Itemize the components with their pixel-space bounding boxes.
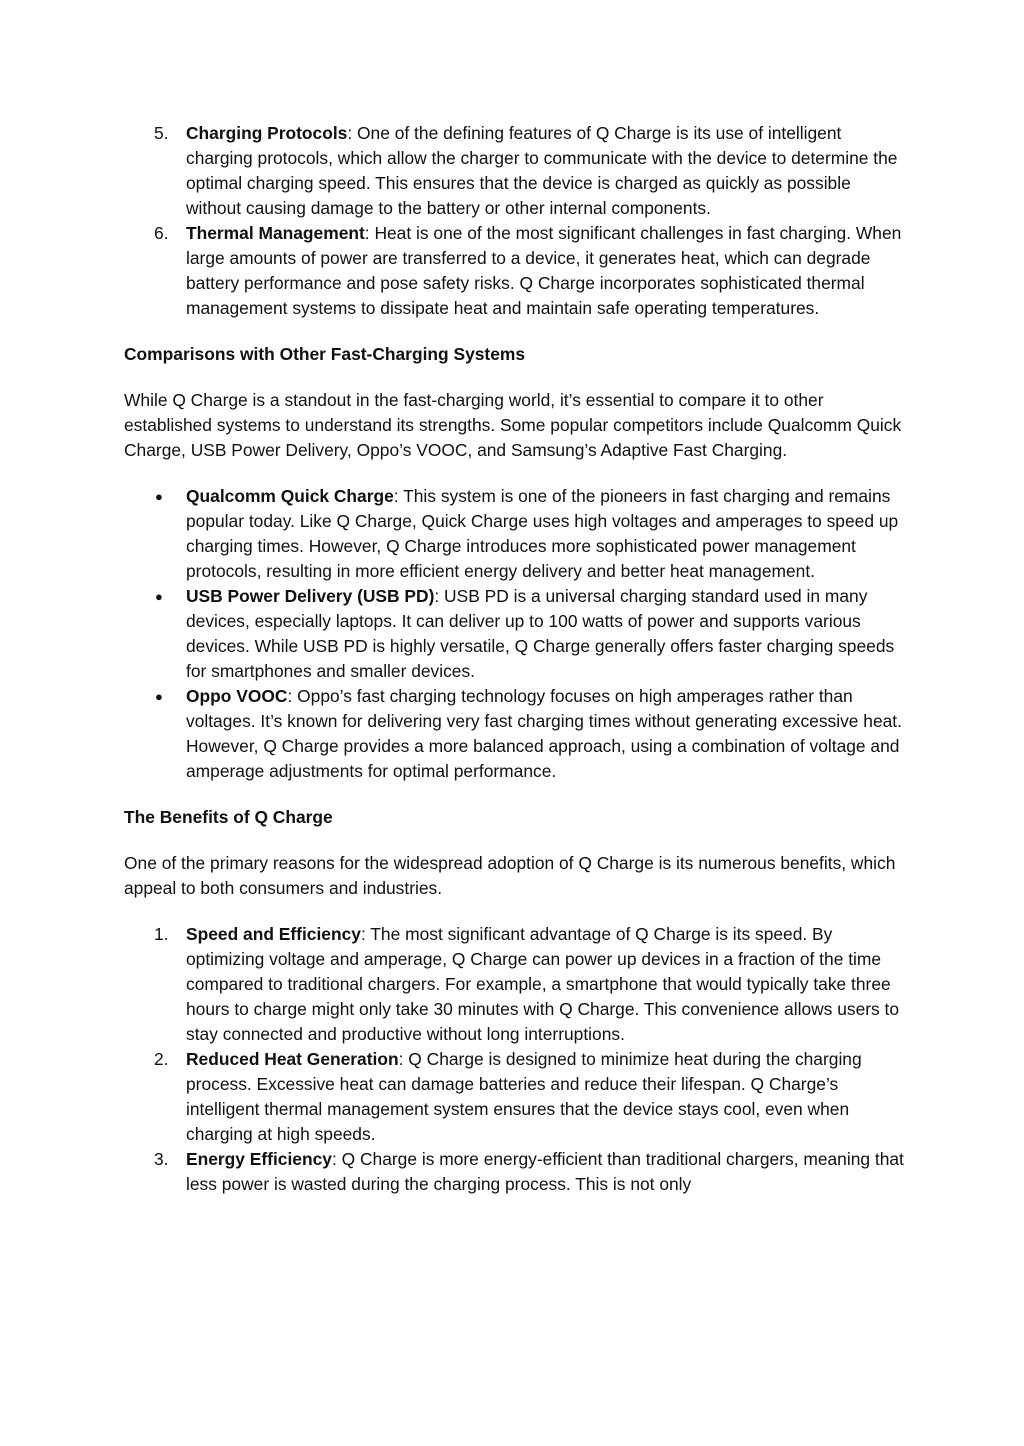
section-heading-benefits: The Benefits of Q Charge — [124, 807, 333, 827]
document-page — [124, 121, 904, 1197]
list-item-text: : Heat is one of the most significant challenges in fast charging. When large amounts of power are transferred to a device, it generates heat, which can degrade battery performance and pose safety risks. Q Charge incorporates sophisticated thermal management systems to dissipate heat and maintain safe operating temperatures. — [186, 223, 902, 318]
list-item-term: Charging Protocols — [186, 123, 348, 143]
paragraph-comparisons-intro: While Q Charge is a standout in the fast-charging world, it’s essential to compare it to other established systems to understand its strengths. Some popular competitors include Qualcomm Quick Charge, USB Power Delivery, Oppo’s VOOC, and Samsung’s Adaptive Fast Charging. — [124, 390, 902, 460]
bullet-icon: ● — [155, 489, 163, 504]
list-item — [124, 1147, 904, 1197]
list-item-text: : Q Charge is more energy-efficient than traditional chargers, meaning that less power is wasted during the charging process. This is not only — [186, 1149, 904, 1194]
list-item — [124, 484, 904, 584]
list-item — [124, 121, 904, 221]
bullet-icon: ● — [155, 689, 163, 704]
list-item-term: Reduced Heat Generation — [186, 1049, 399, 1069]
list-item-text: : One of the defining features of Q Charge is its use of intelligent charging protocols, which allow the charger to communicate with the device to determine the optimal charging speed. This ensures that the device is charged as quickly as possible without causing damage to the battery or other internal components. — [186, 123, 898, 218]
paragraph-benefits-intro: One of the primary reasons for the widespread adoption of Q Charge is its numerous benefits, which appeal to both consumers and industries. — [124, 853, 896, 898]
list-number: 2. — [154, 1049, 169, 1069]
list-item-term: USB Power Delivery (USB PD) — [186, 586, 435, 606]
list-number: 5. — [154, 123, 169, 143]
list-number: 1. — [154, 924, 169, 944]
list-number: 3. — [154, 1149, 169, 1169]
list-item-text: : Oppo’s fast charging technology focuses on high amperages rather than voltages. It’s known for delivering very fast charging times without generating excessive heat. However, Q Charge provides a more balanced approach, using a combination of voltage and amperage adjustments for optimal performance. — [186, 686, 902, 781]
list-item — [124, 1047, 904, 1147]
list-item-text: : Q Charge is designed to minimize heat during the charging process. Excessive heat can damage batteries and reduce their lifespan. Q Charge’s intelligent thermal management system ensures that the device stays cool, even when charging at high speeds. — [186, 1049, 862, 1144]
list-item-term: Thermal Management — [186, 223, 365, 243]
list-item-term: Speed and Efficiency — [186, 924, 361, 944]
list-item-text: : The most significant advantage of Q Charge is its speed. By optimizing voltage and amperage, Q Charge can power up devices in a fraction of the time compared to traditional chargers. For example, a smartphone that would typically take three hours to charge might only take 30 minutes with Q Charge. This convenience allows users to stay connected and productive without long interruptions. — [186, 924, 900, 1044]
list-item — [124, 922, 904, 1047]
section-heading-comparisons: Comparisons with Other Fast-Charging Systems — [124, 344, 526, 364]
list-item-term: Energy Efficiency — [186, 1149, 332, 1169]
list-item-term: Qualcomm Quick Charge — [186, 486, 394, 506]
protocols-numbered-list — [124, 121, 904, 321]
list-item — [124, 221, 904, 321]
bullet-icon: ● — [155, 589, 163, 604]
list-item-text: : This system is one of the pioneers in fast charging and remains popular today. Like Q Charge, Quick Charge uses high voltages and amperages to speed up charging times. However, Q Charge introduces more sophisticated power management protocols, resulting in more efficient energy delivery and better heat management. — [186, 486, 899, 581]
list-item — [124, 584, 904, 684]
benefits-numbered-list — [124, 922, 904, 1197]
list-item-term: Oppo VOOC — [186, 686, 288, 706]
list-item — [124, 684, 904, 784]
list-item-text: : USB PD is a universal charging standard used in many devices, especially laptops. It can deliver up to 100 watts of power and supports various devices. While USB PD is highly versatile, Q Charge generally offers faster charging speeds for smartphones and smaller devices. — [186, 586, 895, 681]
list-number: 6. — [154, 223, 169, 243]
comparisons-bullet-list — [124, 484, 904, 784]
